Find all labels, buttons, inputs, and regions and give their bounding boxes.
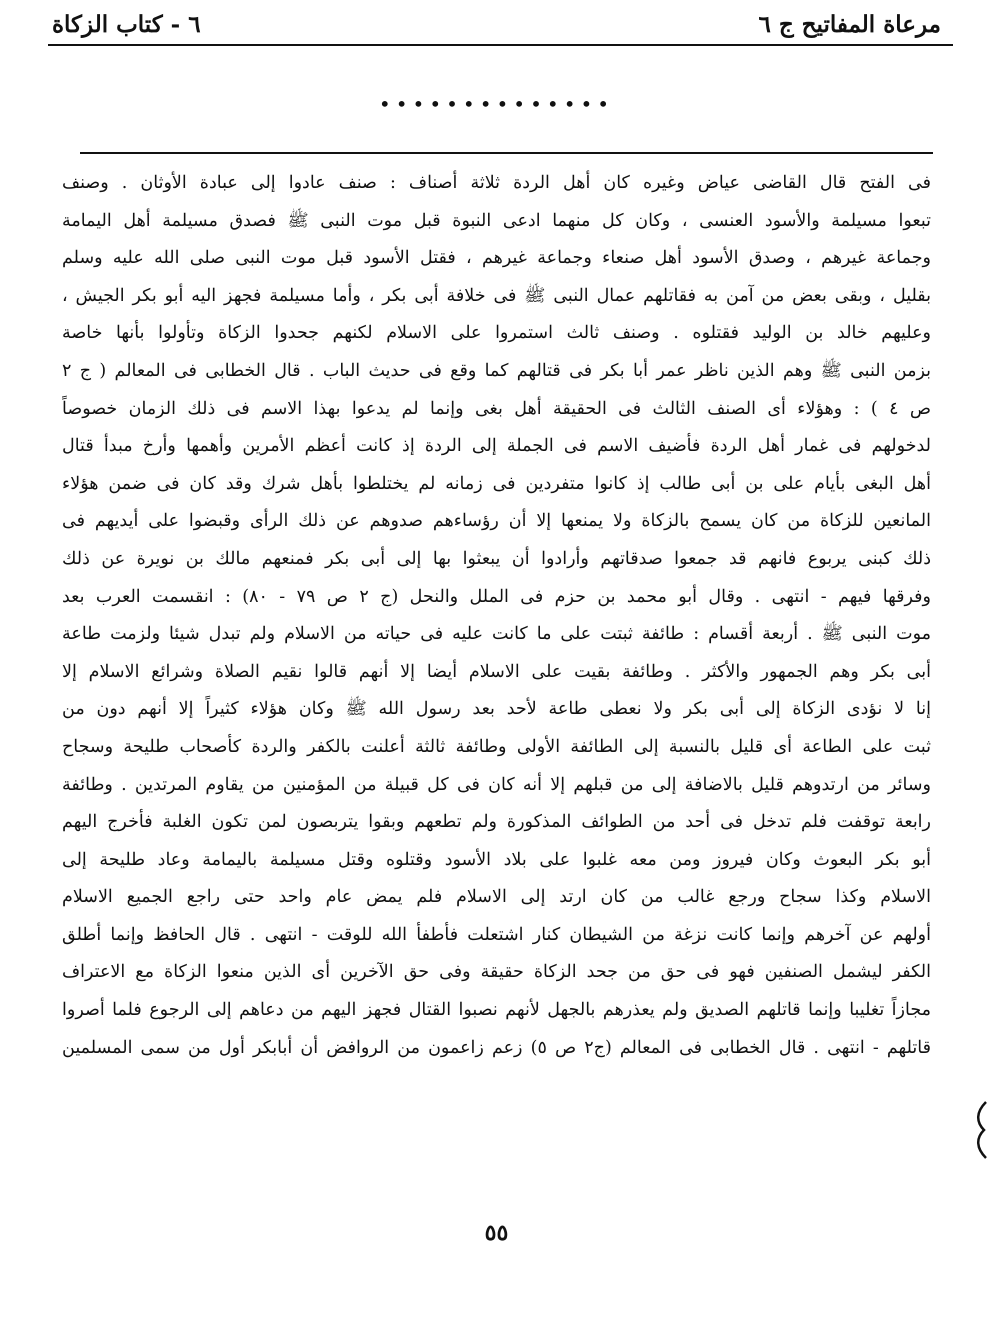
text-line: رابعة توقفت فلم تدخل فى أحد من الطوائف المذكورة ولم تطعهم وبقوا يتربصون لمن تكون الغلبة فأخرج اليهم [62, 812, 931, 833]
text-line: ص ٤ ) : وهؤلاء أى الصنف الثالث فى الحقيقة أهل بغى وإنما لم يدعوا بهذا الاسم فى ذلك الزمان خصوصاً [62, 398, 931, 419]
text-line: بزمن النبى ﷺ وهم الذين ناظر عمر أبا بكر فى قتالهم كما وقع فى حديث الباب . قال الخطابى فى المعالم ( ج ٢ [62, 360, 931, 381]
text-line: الاسلام وكذا سجاح ورجع غالب من كان ارتد إلى الاسلام فلم يمض عام واحد حتى راجع الجميع الاسلام [62, 887, 931, 908]
text-line: أبو بكر البعوث وكان فيروز ومن معه غلبوا على بلاد الأسود وقتلوه وقتل مسيلمة باليمامة وعاد طليحة إلى [62, 849, 931, 870]
text-line: لدخولهم فى غمار أهل الردة فأضيف الاسم فى الجملة إلى الردة إذ كانت أعظم الأمرين وأهمها وأرخ مبدأ قتال [62, 436, 931, 457]
text-line: قاتلهم - انتهى . قال الخطابى فى المعالم (ج٢ ص ٥) زعم زاعمون من الروافض أن أبابكر أول من سمى المسلمين [62, 1037, 931, 1058]
text-line: وفرقها فيهم - انتهى . وقال أبو محمد بن حزم فى الملل والنحل (ج ٢ ص ٧٩ - ٨٠) : انقسمت العرب بعد [62, 586, 931, 607]
running-header [52, 8, 941, 42]
chapter-title: ٦ - كتاب الزكاة [52, 11, 201, 38]
text-line: مجازاً تغليبا وإنما قاتلهم الصديق ولم يعذرهم بالجهل لأنهم نصبوا القتال فجهز اليهم من دعاهم إلى الرجوع فلما أصروا [62, 1000, 931, 1021]
text-line: وجماعة غيرهم ، وصدق الأسود أهل صنعاء وجماعة غيرهم ، فقتل الأسود قبل موت النبى صلى الله عليه وسلم [62, 248, 931, 269]
text-line: موت النبى ﷺ . أربعة أقسام : طائفة ثبتت على ما كانت عليه فى حياته من الاسلام ولم تبدل شيئا ولزمت طاعة [62, 624, 931, 645]
text-line: وعليهم خالد بن الوليد فقتلوه . وصنف ثالث استمروا على الاسلام لكنهم جحدوا الزكاة وتأولوا بأنها خاصة [62, 323, 931, 344]
text-line: أولهم عن آخرهم وإنما كانت نزغة من الشيطان كنار اشتعلت فأطفأ الله للوقت - انتهى . قال الحافظ وإنما أطلق [62, 924, 931, 945]
text-line: الكفر ليشمل الصنفين فهو فى حق من جحد الزكاة حقيقة وفى حق الآخرين أى الذين منعوا الزكاة مع الاعتراف [62, 962, 931, 983]
text-line: تبعوا مسيلمة والأسود العنسى ، وكان كل منهما ادعى النبوة قبل موت النبى ﷺ فصدق مسيلمة أهل اليمامة [62, 210, 931, 231]
text-line: إنا لا نؤدى الزكاة إلى أبى بكر ولا نعطى طاعة لأحد بعد رسول الله ﷺ وكان هؤلاء كثيراً إلا أنهم دون من [62, 699, 931, 720]
section-separator: •••••••••••••• [378, 92, 615, 116]
text-line: المانعين للزكاة من كان يسمح بالزكاة ولا يمنعها إلا أن رؤساءهم صدوهم عن ذلك الرأى وقبضوا على أيديهم فى [62, 511, 931, 532]
text-line: فى الفتح قال القاضى عياض وغيره كان أهل الردة ثلاثة أصناف : صنف عادوا إلى عبادة الأوثان . وصنف [62, 173, 931, 193]
text-line: وسائر من ارتدوهم قليل بالاضافة إلى من قبلهم إلا أنه كان فى كل قبيلة من المؤمنين من يقاوم المرتدين . وطائفة [62, 774, 931, 795]
commentary-text [62, 165, 931, 1067]
text-line: ثبت على الطاعة أى قليل بالنسبة إلى الطائفة الأولى وطائفة ثالثة أعلنت بالكفر والردة كأصحاب طليحة وسجاح [62, 736, 931, 757]
margin-bracket-mark [972, 1100, 990, 1160]
text-line: أبى بكر وهم الجمهور والأكثر . وطائفة بقيت على الاسلام أيضا إلا أنهم قالوا نقيم الصلاة وشرائع الاسلام إلا [62, 661, 931, 682]
text-line: أهل البغى بأيام على بن أبى طالب إذ كانوا متفردين فى زمانه لم يختلطوا بأهل شرك وقد كان فى ضمن هؤلاء [62, 473, 931, 494]
text-rule [80, 152, 933, 154]
header-rule [48, 44, 953, 46]
text-line: بقليل ، وبقى بعض من آمن به فقاتلهم عمال النبى ﷺ فى خلافة أبى بكر ، وأما مسيلمة فجهز اليه أبو بكر الجيش ، [62, 285, 931, 306]
book-title: مرعاة المفاتيح ج ٦ [758, 11, 941, 38]
page-number: ٥٥ [484, 1220, 509, 1246]
text-line: ذلك كبنى يربوع فانهم قد جمعوا صدقاتهم وأرادوا أن يبعثوا بها إلى أبى بكر فمنعهم مالك بن نويرة عن ذلك [62, 548, 931, 569]
